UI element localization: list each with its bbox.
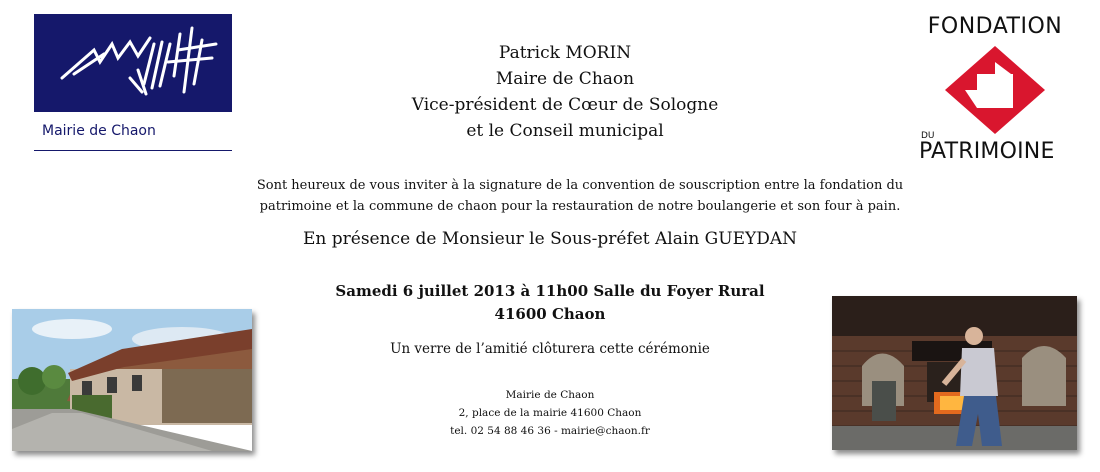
host-council: et le Conseil municipal	[466, 121, 664, 141]
fondation-logo-du-text: DU	[921, 131, 935, 141]
presence-line: En présence de Monsieur le Sous-préfet Alain GUEYDAN	[302, 229, 797, 249]
invitation-line-2: patrimoine et la commune de chaon pour la restauration de notre boulangerie et son four à pain.	[259, 199, 901, 214]
street-photo	[12, 309, 252, 451]
fondation-logo-bottom-text: PATRIMOINE	[919, 139, 1055, 164]
mairie-logo-caption: Mairie de Chaon	[34, 112, 232, 151]
fondation-logo-top-text: FONDATION	[927, 14, 1063, 39]
invitation-line-1: Sont heureux de vous inviter à la signature de la convention de souscription entre la fondation du	[256, 178, 904, 193]
host-header	[340, 40, 790, 144]
event-details	[300, 280, 800, 326]
event-date: Samedi 6 juillet 2013 à 11h00 Salle du Foyer Rural	[335, 282, 765, 300]
contact-address: 2, place de la mairie 41600 Chaon	[458, 407, 642, 419]
host-title-vice-president: Vice-président de Cœur de Sologne	[411, 95, 719, 115]
contact-name: Mairie de Chaon	[505, 389, 595, 401]
event-place: 41600 Chaon	[494, 305, 606, 323]
host-name: Patrick MORIN	[498, 43, 632, 63]
contact-block	[340, 386, 760, 440]
contact-phone-email: tel. 02 54 88 46 36 - mairie@chaon.fr	[450, 425, 650, 437]
mairie-logo	[34, 14, 232, 151]
bread-oven-photo	[832, 296, 1077, 450]
invitation-text	[210, 175, 950, 217]
mairie-emblem-icon	[34, 14, 232, 114]
fondation-diamond-icon	[943, 44, 1047, 136]
host-title-mayor: Maire de Chaon	[495, 69, 635, 89]
closing-line: Un verre de l’amitié clôturera cette cérémonie	[390, 341, 710, 357]
fondation-patrimoine-logo	[915, 14, 1075, 166]
